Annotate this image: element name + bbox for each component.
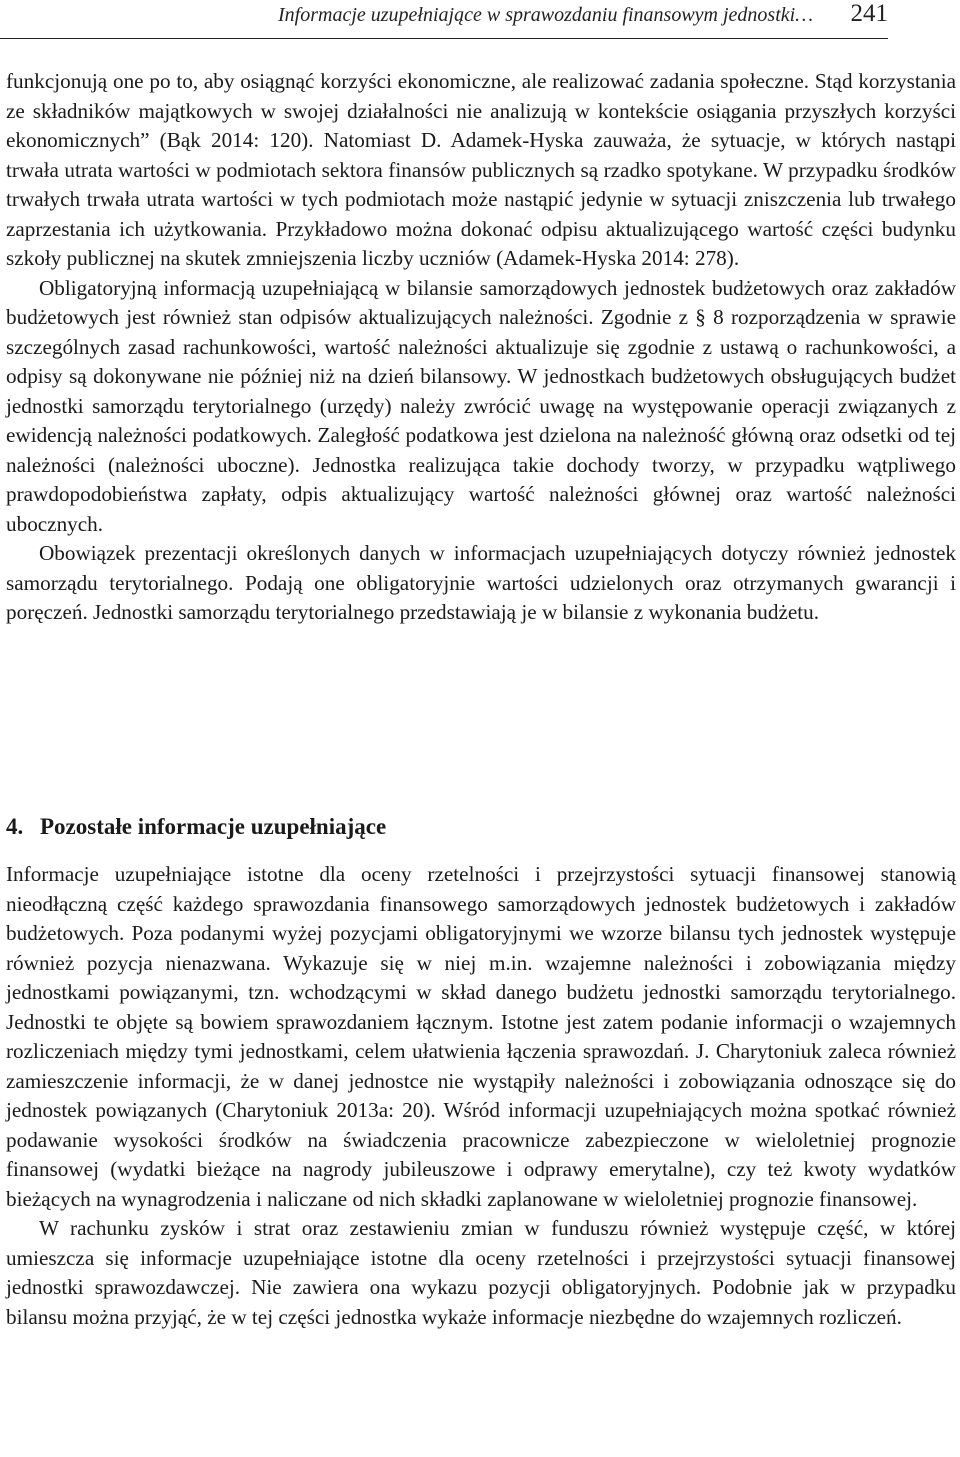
section-title: Pozostałe informacje uzupełniające <box>40 814 387 839</box>
running-header <box>0 0 888 39</box>
running-header-title: Informacje uzupełniające w sprawozdaniu finansowym jednostki… <box>278 4 813 26</box>
paragraph: Informacje uzupełniające istotne dla oceny rzetelności i przejrzystości sytuacji finansowej stanowią nieodłączną część każdego sprawozdania finansowego samorządowych jednostek budżetowych i zakładów budżetowych. Poza podanymi wyżej pozycjami obligatoryjnymi we wzorze bilansu tych jednostek występuje również pozycja nienazwana. Wykazuje się w niej m.in. wzajemne należności i zobowiązania między jednostkami powiązanymi, tzn. wchodzącymi w skład danego budżetu jednostki samorządu terytorialnego. Jednostki te objęte są bowiem sprawozdaniem łącznym. Istotne jest zatem podanie informacji o wzajemnych rozliczeniach między tymi jednostkami, celem ułatwienia łączenia sprawozdań. J. Charytoniuk zaleca również zamieszczenie informacji, że w danej jednostce nie wystąpiły należności i zobowiązania odnoszące się do jednostek powiązanych (Charytoniuk 2013a: 20). Wśród informacji uzupełniających można spotkać również podawanie wysokości środków na świadczenia pracownicze zabezpieczone w wieloletniej prognozie finansowej (wydatki bieżące na nagrody jubileuszowe i odprawy emerytalne), czy też kwoty wydatków bieżących na wynagrodzenia i naliczane od nich składki zaplanowane w wieloletniej prognozie finansowej. <box>6 862 956 1211</box>
paragraph: funkcjonują one po to, aby osiągnąć korzyści ekonomiczne, ale realizować zadania społeczne. Stąd korzystania ze składników majątkowych w swojej działalności nie analizują w kontekście osiągania przyszłych korzyści ekonomicznych” (Bąk 2014: 120). Natomiast D. Adamek-Hyska zauważa, że sytuacje, w których nastąpi trwała utrata wartości w podmiotach sektora finansów publicznych są rzadko spotykane. W przypadku środków trwałych trwała utrata wartości w tych podmiotach może nastąpić jedynie w sytuacji zniszczenia lub trwałego zaprzestania ich użytkowania. Przykładowo można dokonać odpisu aktualizującego wartość części budynku szkoły publicznej na skutek zmniejszenia liczby uczniów (Adamek-Hyska 2014: 278). <box>6 69 956 270</box>
section-body <box>6 860 956 1332</box>
section-body-continued <box>6 67 956 628</box>
section-number: 4. <box>6 814 24 839</box>
paragraph: W rachunku zysków i strat oraz zestawieniu zmian w funduszu również występuje część, w której umieszcza się informacje uzupełniające istotne dla oceny rzetelności i przejrzystości sytuacji finansowej jednostki sprawozdawczej. Nie zawiera ona wykazu pozycji obligatoryjnych. Podobnie jak w przypadku bilansu można przyjąć, że w tej części jednostka wykaże informacje niezbędne do wzajemnych rozliczeń. <box>6 1216 956 1329</box>
page-number: 241 <box>850 0 888 27</box>
paragraph: Obowiązek prezentacji określonych danych w informacjach uzupełniających dotyczy również jednostek samorządu terytorialnego. Podają one obligatoryjnie wartości udzielonych oraz otrzymanych gwarancji i poręczeń. Jednostki samorządu terytorialnego przedstawiają je w bilansie z wykonania budżetu. <box>6 541 956 624</box>
section-heading <box>6 814 386 840</box>
paragraph: Obligatoryjną informacją uzupełniającą w bilansie samorządowych jednostek budżetowych oraz zakładów budżetowych jest również stan odpisów aktualizujących należności. Zgodnie z § 8 rozporządzenia w sprawie szczególnych zasad rachunkowości, wartość należności aktualizuje się zgodnie z ustawą o rachunkowości, a odpisy są dokonywane nie później niż na dzień bilansowy. W jednostkach budżetowych obsługujących budżet jednostki samorządu terytorialnego (urzędy) należy zwrócić uwagę na występowanie operacji związanych z ewidencją należności podatkowych. Zaległość podatkowa jest dzielona na należność główną oraz odsetki od tej należności (należności uboczne). Jednostka realizująca takie dochody tworzy, w przypadku wątpliwego prawdopodobieństwa zapłaty, odpis aktualizujący wartość należności głównej oraz wartość należności ubocznych. <box>6 275 956 536</box>
